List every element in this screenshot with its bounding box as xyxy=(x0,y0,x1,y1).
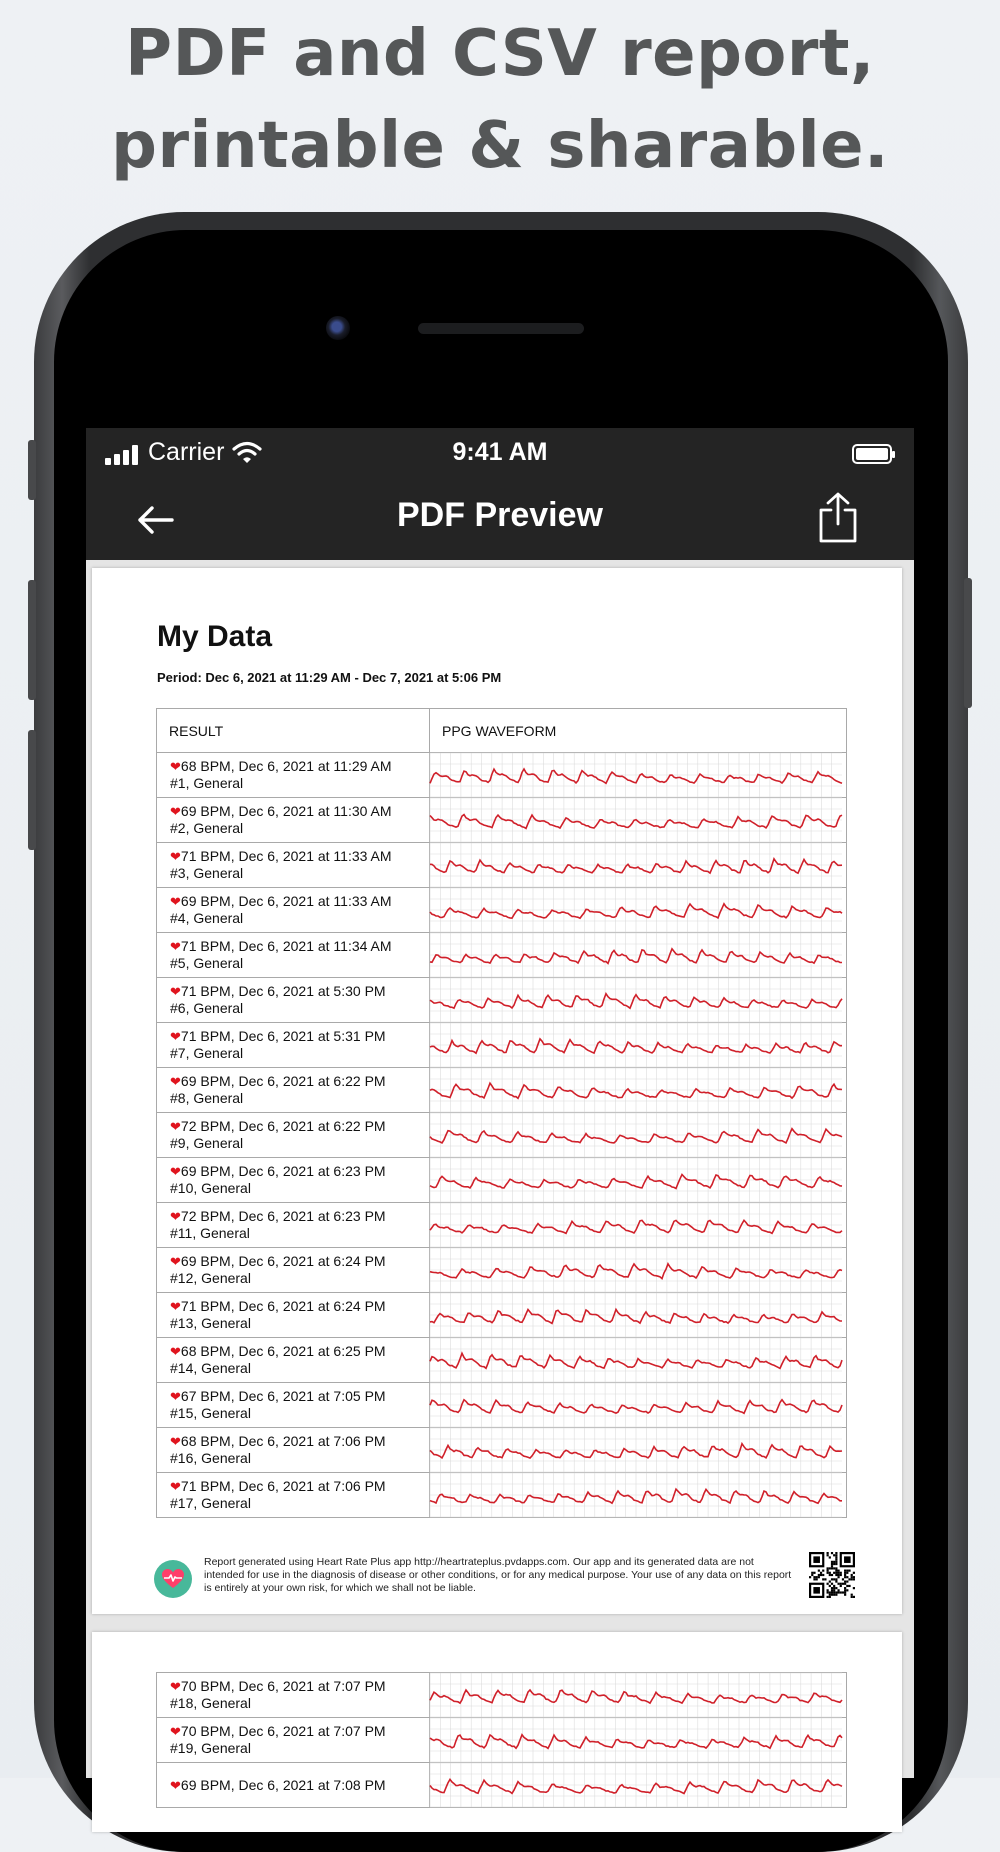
result-cell xyxy=(157,888,430,933)
column-header-result: RESULT xyxy=(157,709,430,753)
table-row xyxy=(157,1293,847,1338)
result-line1: 69 BPM, Dec 6, 2021 at 6:23 PM xyxy=(180,1163,386,1179)
result-cell xyxy=(157,933,430,978)
table-row xyxy=(157,1718,847,1763)
result-line2: #10, General xyxy=(170,1180,251,1196)
heart-icon: ❤ xyxy=(170,804,181,819)
result-line1: 71 BPM, Dec 6, 2021 at 5:31 PM xyxy=(180,1028,386,1044)
heart-icon: ❤ xyxy=(170,984,181,999)
status-bar xyxy=(86,428,914,478)
ppg-waveform-icon xyxy=(430,1248,842,1292)
result-cell xyxy=(157,798,430,843)
waveform-cell xyxy=(430,1023,847,1068)
table-row xyxy=(157,753,847,798)
result-line1: 70 BPM, Dec 6, 2021 at 7:07 PM xyxy=(180,1678,386,1694)
ppg-waveform-icon xyxy=(430,1673,842,1717)
waveform-cell xyxy=(430,1473,847,1518)
results-table xyxy=(156,708,847,1518)
share-icon xyxy=(821,494,855,541)
result-cell xyxy=(157,1203,430,1248)
headline-line1: PDF and CSV report, xyxy=(125,17,875,91)
table-row xyxy=(157,1203,847,1248)
ppg-waveform-icon xyxy=(430,1763,842,1807)
waveform-cell xyxy=(430,978,847,1023)
waveform-cell xyxy=(430,1113,847,1158)
heart-icon: ❤ xyxy=(170,1479,181,1494)
waveform-cell xyxy=(430,888,847,933)
result-line1: 68 BPM, Dec 6, 2021 at 11:29 AM xyxy=(180,758,392,774)
result-line1: 69 BPM, Dec 6, 2021 at 6:24 PM xyxy=(180,1253,386,1269)
result-cell xyxy=(157,753,430,798)
result-line1: 71 BPM, Dec 6, 2021 at 11:33 AM xyxy=(180,848,392,864)
heart-icon: ❤ xyxy=(170,1029,181,1044)
table-row xyxy=(157,1023,847,1068)
result-cell xyxy=(157,1383,430,1428)
waveform-cell xyxy=(430,1673,847,1718)
ppg-waveform-icon xyxy=(430,1718,842,1762)
battery-icon xyxy=(852,444,892,464)
result-cell xyxy=(157,843,430,888)
report-footer xyxy=(154,1552,854,1602)
result-line2: #4, General xyxy=(170,910,244,926)
table-row xyxy=(157,1068,847,1113)
share-button[interactable] xyxy=(816,490,860,544)
waveform-cell xyxy=(430,1203,847,1248)
result-line2: #19, General xyxy=(170,1740,251,1756)
result-line2: #11, General xyxy=(170,1225,250,1241)
table-row xyxy=(157,978,847,1023)
headline xyxy=(0,8,1000,192)
result-line2: #16, General xyxy=(170,1450,251,1466)
result-line2: #5, General xyxy=(170,955,244,971)
result-cell xyxy=(157,1068,430,1113)
result-line2: #13, General xyxy=(170,1315,251,1331)
waveform-cell xyxy=(430,1428,847,1473)
waveform-cell xyxy=(430,1338,847,1383)
result-line1: 71 BPM, Dec 6, 2021 at 7:06 PM xyxy=(180,1478,386,1494)
waveform-cell xyxy=(430,933,847,978)
heart-pulse-icon xyxy=(161,1567,185,1591)
ppg-waveform-icon xyxy=(430,1203,842,1247)
phone-side-button xyxy=(28,440,36,500)
status-time: 9:41 AM xyxy=(452,438,548,466)
ppg-waveform-icon xyxy=(430,1293,842,1337)
ppg-waveform-icon xyxy=(430,1113,842,1157)
table-row xyxy=(157,1473,847,1518)
result-line2: #2, General xyxy=(170,820,244,836)
heart-icon: ❤ xyxy=(170,939,181,954)
result-line1: 71 BPM, Dec 6, 2021 at 6:24 PM xyxy=(180,1298,386,1314)
result-line1: 69 BPM, Dec 6, 2021 at 11:33 AM xyxy=(180,893,392,909)
result-line1: 68 BPM, Dec 6, 2021 at 6:25 PM xyxy=(180,1343,386,1359)
result-cell xyxy=(157,1248,430,1293)
result-line2: #17, General xyxy=(170,1495,251,1511)
table-row xyxy=(157,933,847,978)
page-title: PDF Preview xyxy=(397,496,603,534)
result-line1: 69 BPM, Dec 6, 2021 at 7:08 PM xyxy=(180,1776,386,1793)
heart-icon: ❤ xyxy=(170,1074,181,1089)
waveform-cell xyxy=(430,843,847,888)
ppg-waveform-icon xyxy=(430,1383,842,1427)
result-line1: 69 BPM, Dec 6, 2021 at 6:22 PM xyxy=(180,1073,386,1089)
result-line2: #12, General xyxy=(170,1270,251,1286)
result-cell xyxy=(157,1293,430,1338)
heart-icon: ❤ xyxy=(170,849,181,864)
result-line1: 71 BPM, Dec 6, 2021 at 11:34 AM xyxy=(180,938,392,954)
qr-code-icon xyxy=(809,1552,855,1598)
heart-icon: ❤ xyxy=(170,1254,181,1269)
result-line2: #6, General xyxy=(170,1000,244,1016)
front-camera xyxy=(326,316,350,340)
ppg-waveform-icon xyxy=(430,753,842,797)
result-line1: 69 BPM, Dec 6, 2021 at 11:30 AM xyxy=(180,803,392,819)
result-cell xyxy=(157,1718,430,1763)
heart-icon: ❤ xyxy=(170,1299,181,1314)
phone-screen xyxy=(86,428,914,1793)
ppg-waveform-icon xyxy=(430,1158,842,1202)
nav-bar xyxy=(86,478,914,560)
result-line1: 68 BPM, Dec 6, 2021 at 7:06 PM xyxy=(180,1433,386,1449)
column-header-waveform: PPG WAVEFORM xyxy=(430,709,847,753)
result-cell xyxy=(157,1673,430,1718)
table-row xyxy=(157,1428,847,1473)
result-cell xyxy=(157,1428,430,1473)
heart-icon: ❤ xyxy=(170,1119,181,1134)
result-cell xyxy=(157,1113,430,1158)
result-line2: #3, General xyxy=(170,865,244,881)
ppg-waveform-icon xyxy=(430,933,842,977)
table-row xyxy=(157,1113,847,1158)
heart-rate-logo xyxy=(154,1560,192,1598)
pdf-page-2 xyxy=(92,1632,902,1832)
ppg-waveform-icon xyxy=(430,1428,842,1472)
result-line1: 71 BPM, Dec 6, 2021 at 5:30 PM xyxy=(180,983,386,999)
table-row xyxy=(157,843,847,888)
result-cell xyxy=(157,1158,430,1203)
table-row xyxy=(157,1673,847,1718)
result-line1: 67 BPM, Dec 6, 2021 at 7:05 PM xyxy=(180,1388,386,1404)
table-row xyxy=(157,1158,847,1203)
results-table-page2 xyxy=(156,1672,847,1808)
table-row xyxy=(157,1338,847,1383)
table-row xyxy=(157,888,847,933)
result-line1: 72 BPM, Dec 6, 2021 at 6:23 PM xyxy=(180,1208,386,1224)
waveform-cell xyxy=(430,1763,847,1808)
report-title: My Data xyxy=(157,620,273,653)
heart-icon: ❤ xyxy=(170,1777,181,1793)
carrier-label: Carrier xyxy=(148,438,225,466)
pdf-page-1 xyxy=(92,568,902,1614)
heart-icon: ❤ xyxy=(170,759,181,774)
table-row xyxy=(157,1763,847,1808)
phone-volume-up xyxy=(28,580,36,700)
result-cell xyxy=(157,1763,430,1808)
waveform-cell xyxy=(430,1068,847,1113)
result-line2: #7, General xyxy=(170,1045,244,1061)
result-line2: #9, General xyxy=(170,1135,244,1151)
waveform-cell xyxy=(430,1383,847,1428)
ppg-waveform-icon xyxy=(430,1338,842,1382)
result-cell xyxy=(157,1473,430,1518)
earpiece-speaker xyxy=(418,323,584,334)
waveform-cell xyxy=(430,1158,847,1203)
heart-icon: ❤ xyxy=(170,1724,181,1739)
result-line2: #15, General xyxy=(170,1405,251,1421)
table-row xyxy=(157,1383,847,1428)
result-line2: #8, General xyxy=(170,1090,244,1106)
ppg-waveform-icon xyxy=(430,1023,842,1067)
heart-icon: ❤ xyxy=(170,1344,181,1359)
heart-icon: ❤ xyxy=(170,894,181,909)
pdf-viewer[interactable] xyxy=(86,560,914,1793)
phone-power-button xyxy=(964,578,972,708)
result-line2: #1, General xyxy=(170,775,244,791)
phone-volume-down xyxy=(28,730,36,850)
waveform-cell xyxy=(430,1248,847,1293)
report-period: Period: Dec 6, 2021 at 11:29 AM - Dec 7, 2021 at 5:06 PM xyxy=(157,670,502,685)
result-cell xyxy=(157,978,430,1023)
result-line2: #14, General xyxy=(170,1360,251,1376)
ppg-waveform-icon xyxy=(430,888,842,932)
result-line1: 72 BPM, Dec 6, 2021 at 6:22 PM xyxy=(180,1118,386,1134)
heart-icon: ❤ xyxy=(170,1679,181,1694)
disclaimer-text: Report generated using Heart Rate Plus app http://heartrateplus.pvdapps.com. Our app and its generated data are not intended for use in the diagnosis of disease or other conditions, or for any medical purpose. Your use of any data on this report is entirely at your own risk, for which we shall not be liable. xyxy=(204,1556,792,1594)
result-cell xyxy=(157,1338,430,1383)
heart-icon: ❤ xyxy=(170,1389,181,1404)
result-line2: #18, General xyxy=(170,1695,251,1711)
ppg-waveform-icon xyxy=(430,798,842,842)
heart-icon: ❤ xyxy=(170,1434,181,1449)
ppg-waveform-icon xyxy=(430,978,842,1022)
heart-icon: ❤ xyxy=(170,1164,181,1179)
ppg-waveform-icon xyxy=(430,1068,842,1112)
ppg-waveform-icon xyxy=(430,843,842,887)
waveform-cell xyxy=(430,798,847,843)
waveform-cell xyxy=(430,1718,847,1763)
table-row xyxy=(157,1248,847,1293)
heart-icon: ❤ xyxy=(170,1209,181,1224)
waveform-cell xyxy=(430,1293,847,1338)
ppg-waveform-icon xyxy=(430,1473,842,1517)
result-cell xyxy=(157,1023,430,1068)
table-row xyxy=(157,798,847,843)
result-line1: 70 BPM, Dec 6, 2021 at 7:07 PM xyxy=(180,1723,386,1739)
headline-line2: printable & sharable. xyxy=(111,109,889,183)
waveform-cell xyxy=(430,753,847,798)
